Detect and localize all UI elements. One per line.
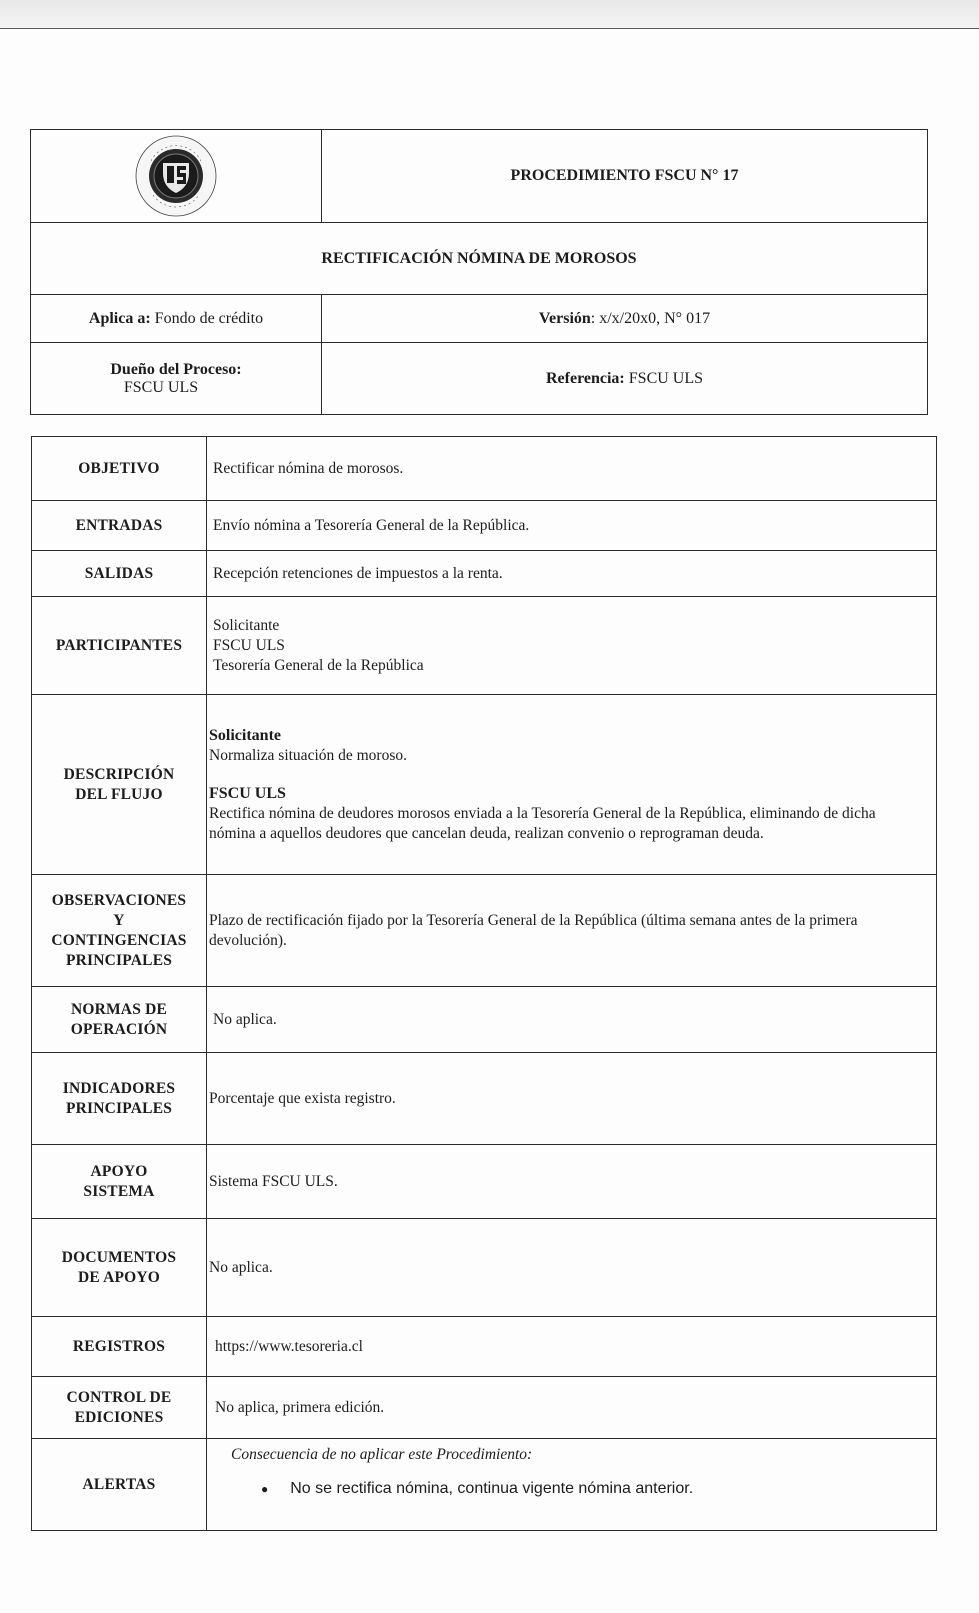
normas-label-line1: NORMAS DE — [70, 1000, 168, 1018]
list-item: Tesorería General de la República — [213, 656, 424, 674]
normas-label-line2: OPERACIÓN — [70, 1020, 168, 1038]
procedure-header-table — [30, 129, 928, 415]
objetivo-value: Rectificar nómina de morosos. — [207, 437, 937, 501]
dueno-label: Dueño del Proceso: — [110, 360, 242, 378]
indicadores-label-line2: PRINCIPALES — [65, 1099, 173, 1117]
table-row — [32, 551, 937, 597]
participantes-label: PARTICIPANTES — [32, 597, 207, 695]
version-cell: Versión: x/x/20x0, N° 017 — [322, 295, 928, 343]
registros-value[interactable]: https://www.tesoreria.cl — [207, 1317, 937, 1377]
logo-cell — [31, 130, 322, 223]
indicadores-label-line1: INDICADORES — [62, 1079, 176, 1097]
dueno-value: FSCU ULS — [123, 378, 199, 396]
indicadores-label — [32, 1053, 207, 1145]
documentos-label-line2: DE APOYO — [77, 1268, 161, 1286]
descripcion-block2-text: Rectifica nómina de deudores morosos enviada a la Tesorería General de la República, eliminando de dicha nómina a aquellos deudores que cancelan deuda, realizan convenio o reprograman deuda. — [209, 804, 876, 842]
documentos-value: No aplica. — [207, 1219, 937, 1317]
participantes-list — [213, 616, 924, 676]
objetivo-label: OBJETIVO — [32, 437, 207, 501]
observaciones-label-line2: Y — [113, 911, 125, 929]
normas-label — [32, 987, 207, 1053]
bullet-icon: ● — [261, 1482, 269, 1496]
table-row — [32, 437, 937, 501]
list-item — [231, 1479, 924, 1499]
registros-label: REGISTROS — [32, 1317, 207, 1377]
table-row — [32, 501, 937, 551]
apoyo-label-line2: SISTEMA — [83, 1182, 155, 1200]
observaciones-label-line1: OBSERVACIONES — [51, 891, 187, 909]
descripcion-label-line2: DEL FLUJO — [75, 785, 163, 803]
table-row — [32, 1219, 937, 1317]
version-label: Versión — [538, 309, 591, 327]
table-row — [32, 875, 937, 987]
documentos-label-line1: DOCUMENTOS — [61, 1248, 177, 1266]
procedure-title: PROCEDIMIENTO FSCU N° 17 — [322, 130, 928, 223]
descripcion-label — [32, 695, 207, 875]
list-item: FSCU ULS — [213, 636, 285, 654]
alertas-label: ALERTAS — [32, 1439, 207, 1531]
procedure-detail-table — [31, 436, 937, 1531]
indicadores-value: Porcentaje que exista registro. — [207, 1053, 937, 1145]
descripcion-block1-text: Normaliza situación de moroso. — [209, 746, 408, 764]
observaciones-value: Plazo de rectificación fijado por la Tesorería General de la República (última semana antes de la primera devolución). — [207, 875, 937, 987]
university-seal-icon — [133, 133, 219, 219]
table-row — [32, 1317, 937, 1377]
alertas-bullet-text: No se rectifica nómina, continua vigente nómina anterior. — [290, 1480, 694, 1497]
control-label-line1: CONTROL DE — [66, 1388, 172, 1406]
descripcion-label-line1: DESCRIPCIÓN — [63, 765, 175, 783]
salidas-label: SALIDAS — [32, 551, 207, 597]
salidas-value: Recepción retenciones de impuestos a la renta. — [207, 551, 937, 597]
documentos-label — [32, 1219, 207, 1317]
observaciones-label-line4: PRINCIPALES — [65, 951, 173, 969]
descripcion-block1-title: Solicitante — [209, 726, 281, 744]
version-value: x/x/20x0, N° 017 — [599, 309, 711, 327]
dueno-cell — [31, 343, 322, 415]
control-label — [32, 1377, 207, 1439]
descripcion-block2-title: FSCU ULS — [209, 784, 286, 802]
entradas-value: Envío nómina a Tesorería General de la República. — [207, 501, 937, 551]
entradas-label: ENTRADAS — [32, 501, 207, 551]
descripcion-value — [207, 695, 937, 875]
apoyo-value: Sistema FSCU ULS. — [207, 1145, 937, 1219]
aplica-value: Fondo de crédito — [154, 309, 264, 327]
referencia-value: FSCU ULS — [628, 369, 704, 387]
participantes-value — [207, 597, 937, 695]
apoyo-label-line1: APOYO — [90, 1162, 148, 1180]
apoyo-label — [32, 1145, 207, 1219]
table-row — [32, 1439, 937, 1531]
observaciones-label-line3: CONTINGENCIAS — [51, 931, 187, 949]
referencia-cell — [322, 343, 928, 415]
scan-top-edge — [0, 0, 979, 29]
control-label-line2: EDICIONES — [74, 1408, 164, 1426]
table-row — [32, 597, 937, 695]
document-title: RECTIFICACIÓN NÓMINA DE MOROSOS — [31, 223, 928, 295]
aplica-cell: Aplica a: Fondo de crédito — [31, 295, 322, 343]
list-item: Solicitante — [213, 616, 280, 634]
referencia-label: Referencia: — [545, 369, 625, 387]
alertas-value — [207, 1439, 937, 1531]
normas-value: No aplica. — [207, 987, 937, 1053]
table-row — [32, 1053, 937, 1145]
control-value: No aplica, primera edición. — [207, 1377, 937, 1439]
observaciones-label — [32, 875, 207, 987]
table-row — [32, 1377, 937, 1439]
table-row — [32, 695, 937, 875]
alertas-intro: Consecuencia de no aplicar este Procedimiento: — [231, 1446, 533, 1463]
table-row — [32, 987, 937, 1053]
table-row — [32, 1145, 937, 1219]
aplica-label: Aplica a — [88, 309, 146, 327]
